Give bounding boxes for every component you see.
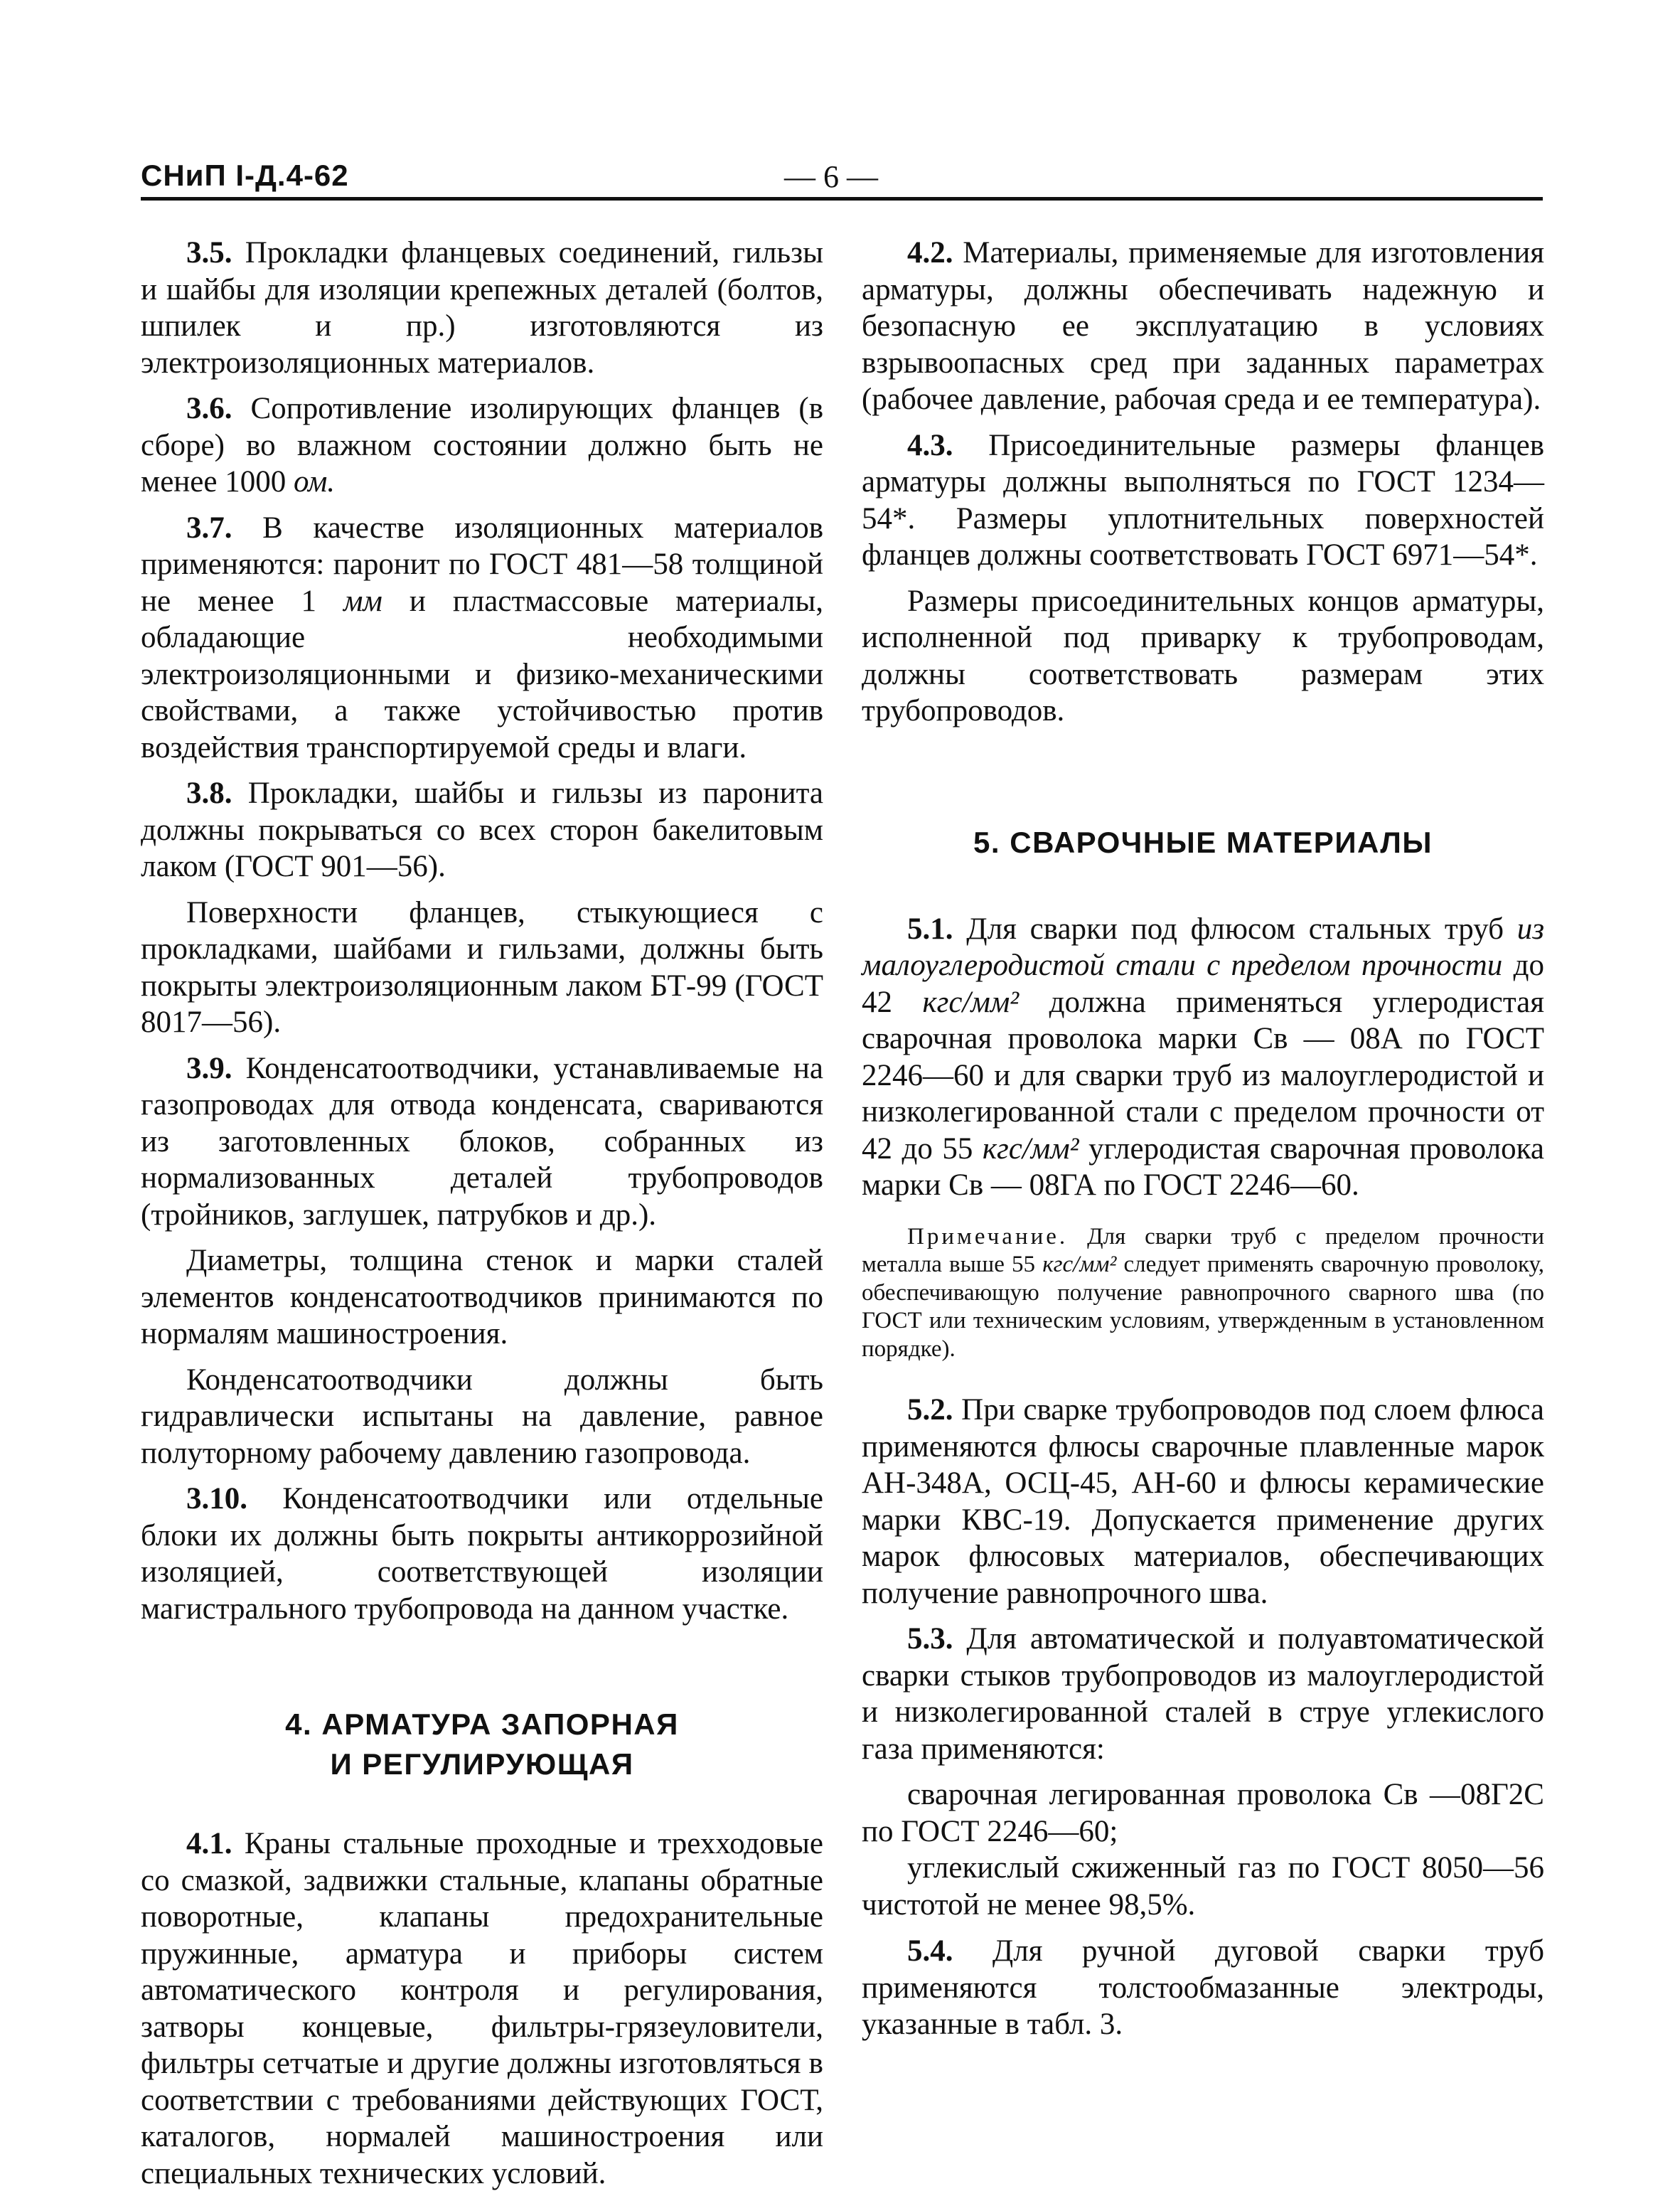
paragraph-text: Для автоматической и полуавтоматической сварки стыков трубопроводов из малоуглеродистой и низколегированной сталей в струе углекислого газа применяются: [862,1622,1544,1766]
clause-number: 3.7. [186,511,232,545]
note-label: Примечание. [907,1223,1069,1249]
paragraph-3-9 [141,1050,823,1234]
italic-text: из малоуглеродистой стали с пределом прочности [862,912,1545,982]
paragraph-text: и пластмассовые материалы, обладающие необходимыми электроизоляционными и физико-механическими свойствами, а также устойчивостью против воздействия транспортируемой среды и влаги. [141,584,824,764]
paragraph-text: должна применяться углеродистая сварочная проволока марки Св — 08А по ГОСТ 2246—60 и для сварки труб из малоуглеродистой и низколегированной стали с пределом прочности от 42 до 55 [862,985,1544,1166]
unit: ом. [293,465,336,499]
paragraph-text: Прокладки фланцевых соединений, гильзы и шайбы для изоляции крепежных деталей (болтов, шпилек и пр.) изготовляются из электроизоляционных материалов. [141,236,824,380]
clause-number: 3.10. [186,1482,247,1515]
paragraph-3-10 [141,1481,823,1627]
left-column [141,235,823,2201]
clause-number: 3.6. [186,392,232,425]
unit: кгс/мм² [1042,1252,1117,1277]
clause-number: 4.1. [186,1827,232,1860]
section-4-title-line-2: И РЕГУЛИРУЮЩАЯ [330,1747,634,1781]
clause-number: 5.3. [907,1622,953,1656]
section-5-title: 5. СВАРОЧНЫЕ МАТЕРИАЛЫ [973,825,1433,859]
paragraph-3-8-continued: Поверхности фланцев, стыкующиеся с прокладками, шайбами и гильзами, должны быть покрыты электроизоляционным лаком БТ-99 (ГОСТ 8017—56). [141,895,823,1039]
page-number: — 6 — [784,159,878,194]
header-rule [141,197,1543,201]
unit: мм [343,584,382,618]
clause-number: 3.9. [186,1051,232,1085]
paragraph-text: При сварке трубопроводов под слоем флюса применяются флюсы сварочные плавленные марок АН-348А, ОСЦ-45, АН-60 и флюсы керамические марки КВС-19. Допускается применение других марок флюсовых материалов, обеспечивающих получение равнопрочного шва. [862,1393,1544,1610]
paragraph-3-6 [141,390,823,501]
paragraph-text: Материалы, применяемые для изготовления арматуры, должны обеспечивать надежную и безопасную ее эксплуатацию в условиях взрывоопасных сред при заданных параметрах (рабочее давление, рабочая среда и ее температура). [862,236,1544,416]
paragraph-text: В качестве изоляционных материалов применяются: паронит по ГОСТ 481—58 толщиной не менее 1 [141,511,823,618]
right-column [862,235,1544,2052]
paragraph-text: Для ручной дуговой сварки труб применяются толстообмазанные электроды, указанные в табл. 3. [862,1934,1544,2041]
paragraph-3-5 [141,235,823,381]
clause-number: 5.1. [907,912,953,946]
paragraph-4-1 [141,1826,823,2192]
paragraph-text: Прокладки, шайбы и гильзы из паронита должны покрываться со всех сторон бакелитовым лаком (ГОСТ 901—56). [141,777,824,883]
paragraph-4-3-continued: Размеры присоединительных концов арматуры, исполненной под приварку к трубопроводам, должны соответствовать размерам этих трубопроводов. [862,584,1544,728]
paragraph-text: углеродистая сварочная проволока марки Св — 08ГА по ГОСТ 2246—60. [862,1131,1545,1202]
clause-number: 4.2. [907,236,953,270]
note-text: Для сварки труб с пределом прочности металла выше 55 [862,1223,1545,1277]
clause-number: 3.8. [186,777,232,810]
paragraph-5-1 [862,911,1544,1204]
paragraph-text: Конденсатоотводчики, устанавливаемые на газопроводах для отвода конденсата, свариваются из заготовленных блоков, собранных из нормализованных деталей трубопроводов (тройников, заглушек, патрубков и др.). [141,1051,823,1232]
paragraph-5-4 [862,1933,1544,2043]
paragraph-5-2 [862,1392,1544,1611]
paragraph-text: Конденсатоотводчики или отдельные блоки их должны быть покрыты антикоррозийной изоляцией, соответствующей изоляции магистрального трубопровода на данном участке. [141,1482,824,1626]
page-header [141,159,1543,201]
paragraph-3-9-diameters: Диаметры, толщина стенок и марки сталей элементов конденсатоотводчиков принимаются по нормалям машиностроения. [141,1244,823,1350]
note-text: следует применять сварочную проволоку, обеспечивающую получение равнопрочного сварного шва (по ГОСТ или техническим условиям, утвержденным в установленном порядке). [862,1252,1544,1362]
list-item: углекислый сжиженный газ по ГОСТ 8050—56 чистотой не менее 98,5%. [862,1851,1544,1922]
list-item: сварочная легированная проволока Св —08Г2С по ГОСТ 2246—60; [862,1778,1544,1848]
note [862,1223,1544,1364]
clause-number: 5.4. [907,1934,953,1968]
document-code: СНиП I-Д.4-62 [141,159,349,192]
paragraph-text: Присоединительные размеры фланцев арматуры должны выполняться по ГОСТ 1234—54*. Размеры уплотнительных поверхностей фланцев должны соответствовать ГОСТ 6971—54*. [862,428,1544,572]
paragraph-text: Краны стальные проходные и трехходовые со смазкой, задвижки стальные, клапаны обратные поворотные, клапаны предохранительные пружинные, арматура и приборы систем автоматического контроля и регулирования, затворы концевые, фильтры-грязеуловители, фильтры сетчатые и другие должны изготовляться в соответствии с требованиями действующих ГОСТ, каталогов, нормалей машиностроения или специальных технических условий. [141,1827,823,2190]
paragraph-3-8 [141,775,823,885]
clause-number: 3.5. [186,236,232,270]
welding-materials-list [862,1776,1544,1923]
paragraph-4-3 [862,427,1544,574]
unit: кгс/мм² [982,1131,1079,1166]
section-4-title-line-1: 4. АРМАТУРА ЗАПОРНАЯ [285,1707,679,1741]
paragraph-5-3 [862,1621,1544,1767]
paragraph-3-7 [141,510,823,767]
paragraph-text: до 42 [862,949,1545,1019]
clause-number: 5.2. [907,1393,953,1427]
unit: кгс/мм² [922,985,1020,1019]
paragraph-text: Для сварки под флюсом стальных труб [966,912,1504,946]
paragraph-text: Сопротивление изолирующих фланцев (в сборе) во влажном состоянии должно быть не менее 1000 [141,392,824,499]
paragraph-3-9-testing: Конденсатоотводчики должны быть гидравлически испытаны на давление, равное полуторному рабочему давлению газопровода. [141,1363,823,1470]
paragraph-4-2 [862,235,1544,418]
clause-number: 4.3. [907,428,953,462]
